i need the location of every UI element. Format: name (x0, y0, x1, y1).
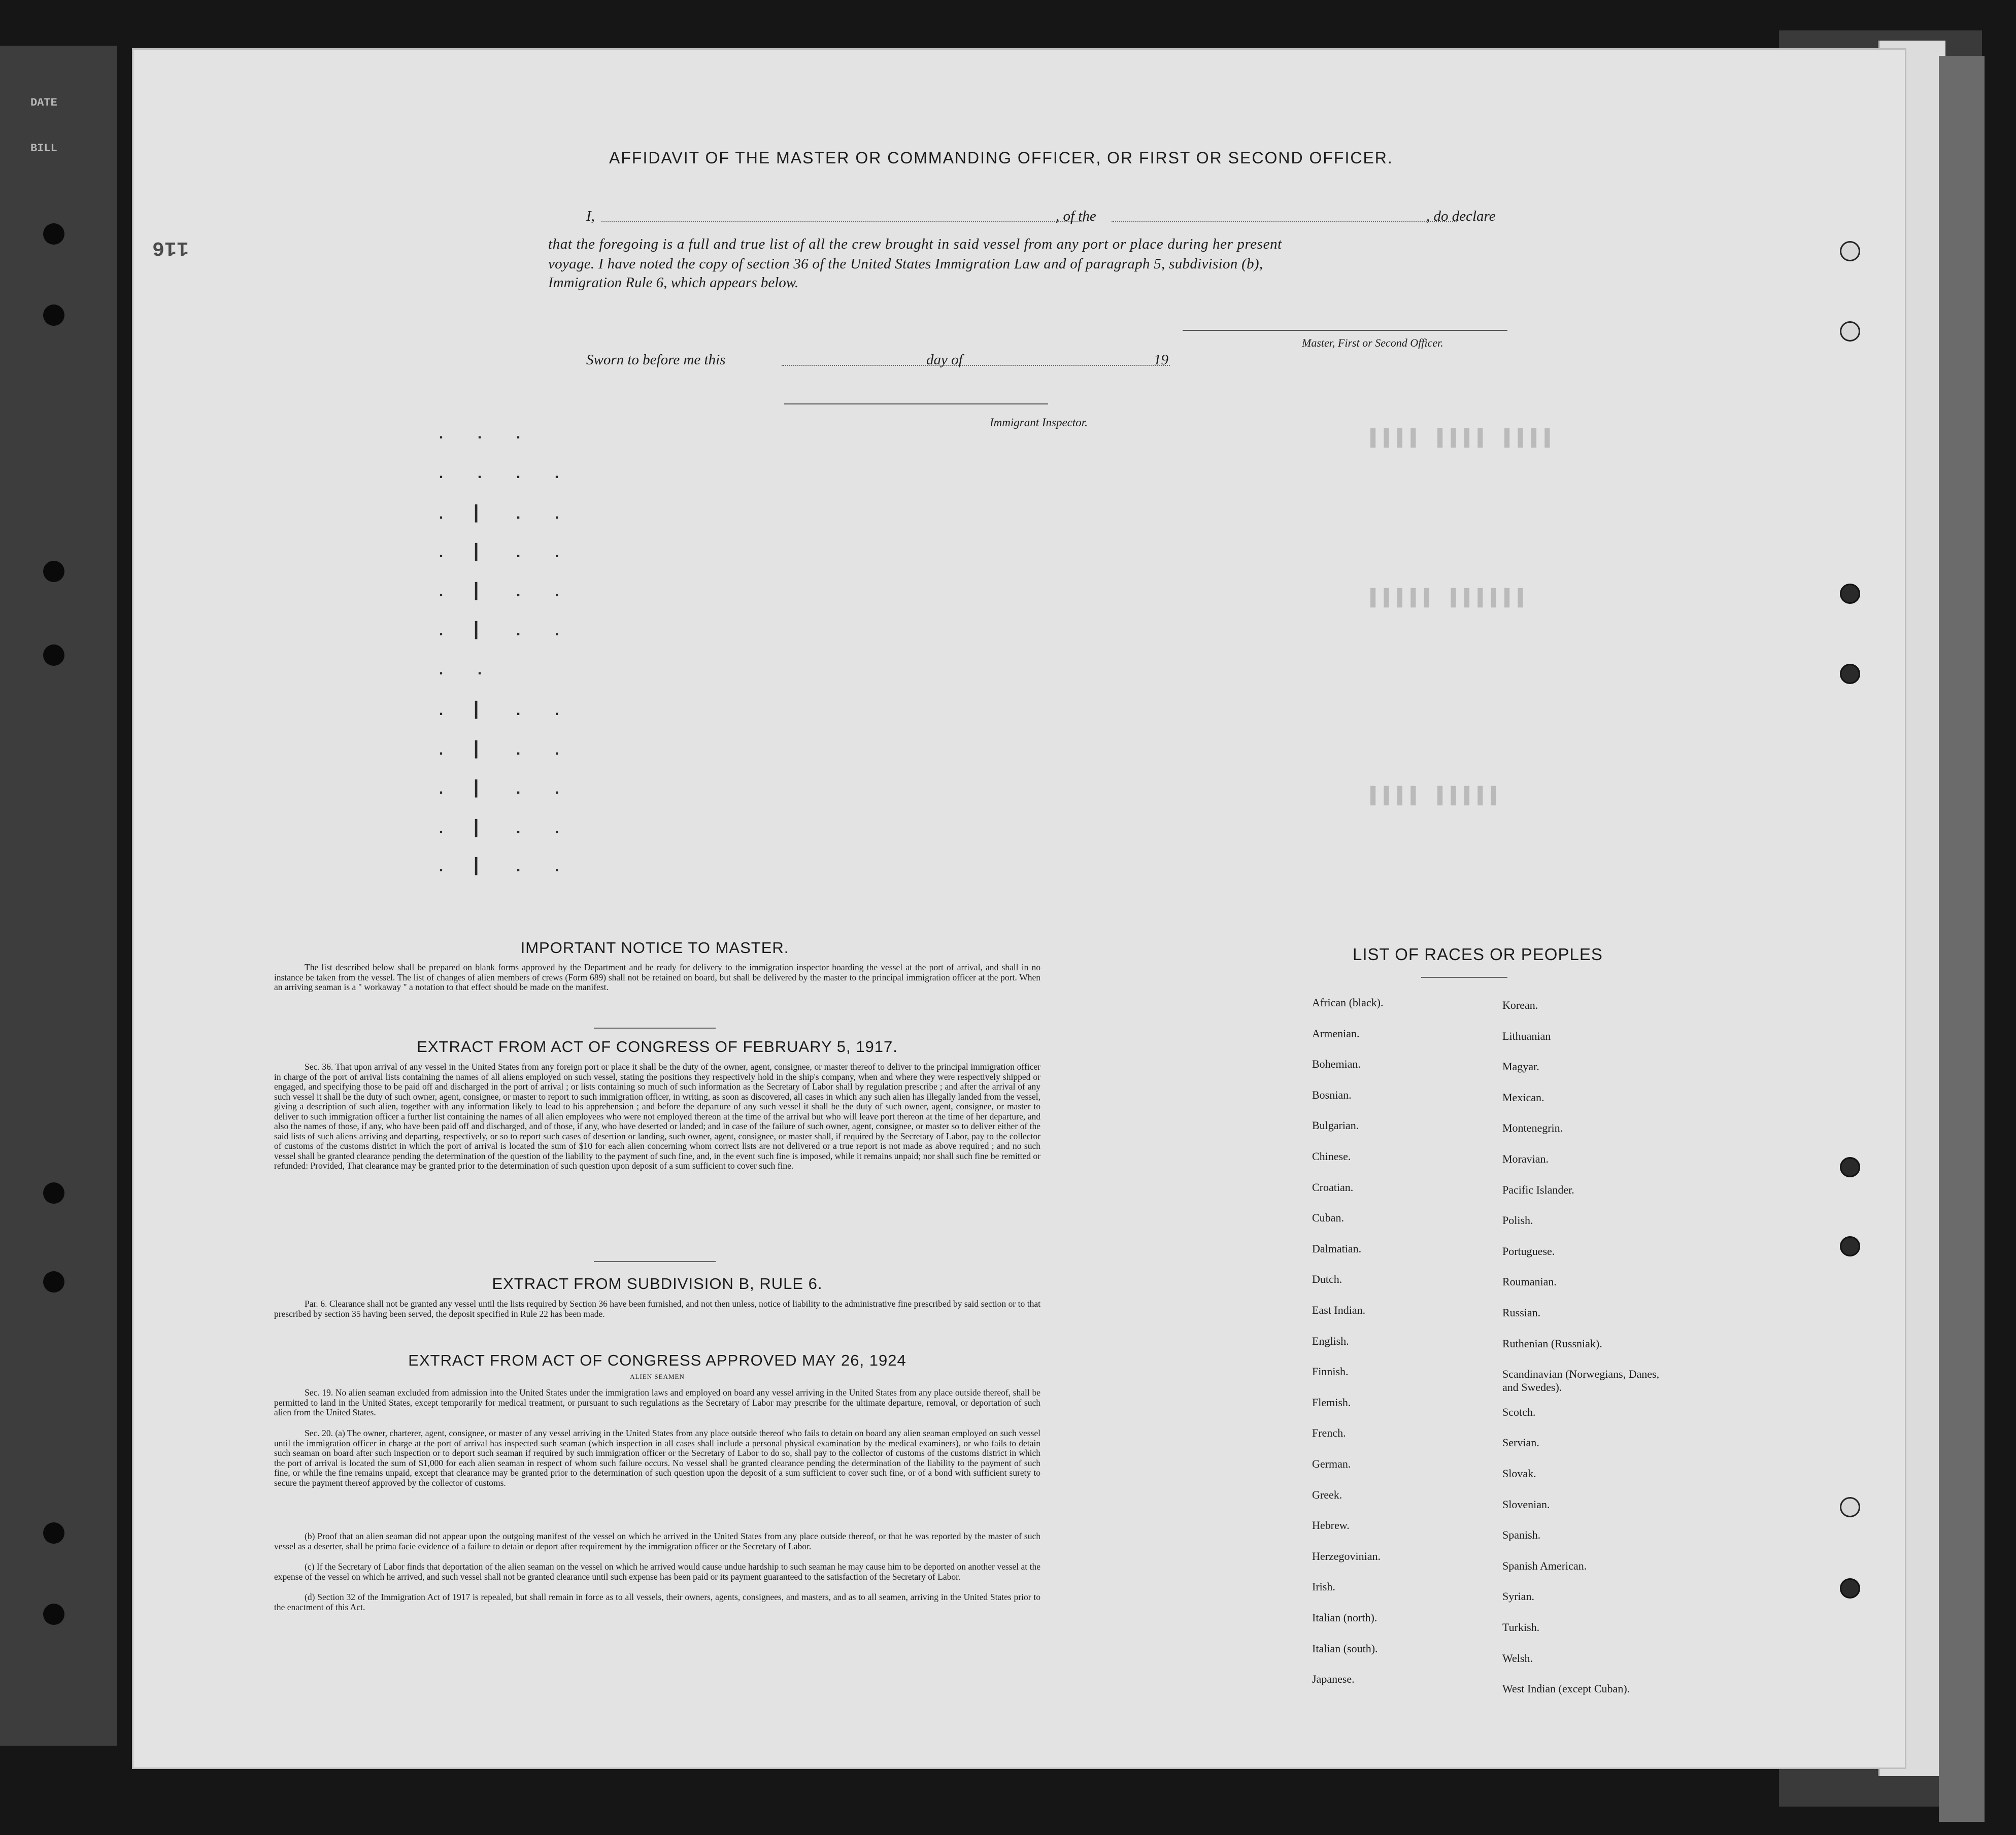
punch-hole (1840, 664, 1860, 684)
punch-hole (1840, 1236, 1860, 1256)
punch-hole (1840, 1497, 1860, 1517)
strip-mark: BILL (30, 142, 57, 155)
dot-row: . ▎ . . (436, 859, 572, 876)
dot-row: . ▎ . . (436, 623, 572, 640)
document-page (132, 48, 1906, 1769)
extract-1924-sec20b: (b) Proof that an alien seaman did not appear upon the outgoing manifest of the vessel on which he arrived in the United States from any place outside thereof, or that he was reported by the master of such vessel as a deserter, shall be prima facie evidence of a failure to detain or deport after requirement by the immigration officer or the Secretary of Labor. (274, 1531, 1040, 1551)
punch-hole (1840, 584, 1860, 604)
race-item: Roumanian. (1502, 1275, 1557, 1288)
punch-hole (1840, 321, 1860, 342)
race-item: Servian. (1502, 1436, 1539, 1449)
dot-row: . ▎ . . (436, 703, 572, 720)
binder-hole (43, 1271, 64, 1293)
left-page-strip (0, 46, 117, 1746)
punch-hole (1840, 1157, 1860, 1177)
race-item: Bosnian. (1312, 1088, 1352, 1101)
vessel-blank (1112, 221, 1457, 222)
race-item: Bulgarian. (1312, 1119, 1359, 1132)
race-item: Ruthenian (Russniak). (1502, 1337, 1602, 1350)
race-item: Hebrew. (1312, 1519, 1350, 1532)
sworn-line (586, 352, 1195, 368)
extract-1924-title: EXTRACT FROM ACT OF CONGRESS APPROVED MAY 26, 1924 (408, 1351, 906, 1369)
affidavit-line-3: voyage. I have noted the copy of section 36 of the United States Immigration Law and of paragraph 5, subdivision (b), (548, 256, 1263, 272)
race-item: Spanish. (1502, 1528, 1541, 1542)
race-item: Moravian. (1502, 1152, 1549, 1165)
extract-1924-subtitle: ALIEN SEAMEN (630, 1373, 685, 1380)
race-item: Dalmatian. (1312, 1242, 1362, 1255)
race-item: Scandinavian (Norwegians, Danes, and Swedes). (1502, 1368, 1660, 1394)
punch-hole (1840, 241, 1860, 261)
race-item: Flemish. (1312, 1396, 1351, 1409)
race-item: Cuban. (1312, 1211, 1344, 1225)
race-item: German. (1312, 1457, 1351, 1470)
binder-hole (43, 223, 64, 245)
extract-1924-sec20c: (c) If the Secretary of Labor finds that deportation of the alien seaman on the vessel on which he arrived would cause undue hardship to such seaman he may cause him to be deported on another vessel at the expense of the vessel on which he arrived, and such vessel shall not be granted clearance until such expense has been paid or its payment guaranteed to the satisfaction of the Secretary of Labor. (274, 1561, 1040, 1582)
master-signature-label: Master, First or Second Officer. (1302, 336, 1443, 349)
dot-row: . . . . (436, 466, 572, 483)
race-item: Mexican. (1502, 1091, 1544, 1104)
dot-row: . ▎ . . (436, 545, 572, 562)
inspector-signature-label: Immigrant Inspector. (990, 416, 1088, 429)
race-item: East Indian. (1312, 1304, 1366, 1316)
race-item: Turkish. (1502, 1621, 1540, 1634)
race-item: Slovenian. (1502, 1498, 1550, 1511)
affidavit-of-the: , of the (1056, 208, 1096, 224)
race-item: Japanese. (1312, 1673, 1355, 1686)
margin-number: 116 (152, 236, 189, 259)
race-item: Herzegovinian. (1312, 1549, 1381, 1562)
race-item: Italian (south). (1312, 1642, 1378, 1655)
extract-1917-text: Sec. 36. That upon arrival of any vessel in the United States from any foreign port or place it shall be the duty of the owner, agent, consignee, or master thereof to deliver to the principal immigration officer in charge of the port of arrival lists containing the names of all aliens employed on such vessel, stating the positions they respectively hold in the ship's company, when and where they were respectively shipped or engaged, and specifying those to be paid off and discharged in the port of arrival ; or lists containing so much of such information as the Secretary of Labor shall by regulation prescribe ; and after the arrival of any such vessel it shall be the duty of such owner, agent, consignee, or master to report to such immigration officer, in writing, as soon as discovered, all cases in which any such alien has illegally landed from the vessel, giving a description of such alien, together with any information likely to lead to his apprehension ; and before the departure of any such vessel it shall be the duty of such owner, agent, consignee, or master to deliver to such immigration officer a further list containing the names of all alien employees who were not employed thereon at the time of the arrival but who will leave port thereon at the time of her departure, and also the names of those, if any, who have been paid off and discharged, and of those, if any, who have deserted or landed; and in case of the failure of such owner, agent, consignee, or master so to deliver either of the said lists of such aliens arriving and departing, respectively, or so to report such cases of desertion or landing, such owner, agent, consignee, or master shall, if required by the Secretary of Labor, pay to the collector of customs of the customs district in which the port of arrival is located the sum of $10 for each alien concerning whom correct lists are not delivered or a true report is not made as above required ; and no such vessel shall be granted clearance pending the determination of the question of the liability to the payment of such fine, and, in the event such fine is imposed, while it remains unpaid; nor shall such fine be remitted or refunded: Provided, That clearance may be granted prior to the determination of such question upon deposit of a sum sufficient to cover such fine. (274, 1062, 1040, 1171)
race-item: Scotch. (1502, 1405, 1536, 1418)
inspector-signature-line (784, 403, 1048, 404)
race-item: Armenian. (1312, 1027, 1360, 1040)
separator (594, 1261, 716, 1262)
separator (1421, 977, 1507, 978)
affidavit-title: AFFIDAVIT OF THE MASTER OR COMMANDING OFFICER, OR FIRST OR SECOND OFFICER. (609, 149, 1393, 167)
race-item: English. (1312, 1334, 1349, 1347)
race-item: Montenegrin. (1502, 1122, 1563, 1135)
dot-row: . ▎ . . (436, 584, 572, 601)
race-item: Pacific Islander. (1502, 1183, 1574, 1196)
notice-title: IMPORTANT NOTICE TO MASTER. (520, 939, 789, 957)
binder-hole (43, 1604, 64, 1625)
dot-row: . . . (436, 426, 533, 444)
bleed-through-text: ▌▌▌▌▌ ▌▌▌▌▌▌ (1370, 589, 1531, 608)
race-item: Magyar. (1502, 1060, 1539, 1073)
race-item: Croatian. (1312, 1180, 1354, 1194)
race-item: West Indian (except Cuban). (1502, 1682, 1630, 1695)
race-item: Lithuanian (1502, 1029, 1551, 1042)
affidavit-line-4: Immigration Rule 6, which appears below. (548, 275, 799, 291)
binder-hole (43, 561, 64, 582)
month-blank (982, 365, 1170, 366)
race-item: Welsh. (1502, 1651, 1533, 1664)
dot-row: . ▎ . . (436, 742, 572, 760)
notice-text: The list described below shall be prepared on blank forms approved by the Department and be ready for delivery to the immigration inspector boarding the vessel at the port of arrival, and shall in no instance be taken from the vessel. The list of changes of alien members of crews (Form 689) shall not be retained on board, but shall be delivered by the master to the principal immigration officer at the port. When an arriving seaman is a " workaway " a notation to that effect should be made on the manifest. (274, 962, 1040, 992)
extract-1924-sec19: Sec. 19. No alien seaman excluded from admission into the United States under the immigration laws and employed on board any vessel arriving in the United States from any place outside thereof, shall be permitted to land in the United States, except temporarily for medical treatment, or pursuant to such regulations as the Secretary of Labor may prescribe for the ultimate departure, removal, or deportation of such alien from the United States. (274, 1387, 1040, 1417)
dot-row: . . (436, 662, 495, 679)
race-item: Irish. (1312, 1580, 1335, 1593)
binder-hole (43, 1522, 64, 1544)
race-item: Greek. (1312, 1488, 1342, 1501)
binder-hole (43, 1182, 64, 1204)
race-item: Bohemian. (1312, 1058, 1361, 1071)
dot-row: . ▎ . . (436, 781, 572, 799)
race-item: Chinese. (1312, 1150, 1351, 1163)
extract-rule6-title: EXTRACT FROM SUBDIVISION B, RULE 6. (492, 1275, 823, 1293)
sworn-label: Sworn to before me this (586, 352, 726, 368)
race-item: Polish. (1502, 1214, 1533, 1227)
races-title: LIST OF RACES OR PEOPLES (1353, 945, 1603, 964)
extract-1917-title: EXTRACT FROM ACT OF CONGRESS OF FEBRUARY 5, 1917. (417, 1038, 898, 1056)
race-item: Syrian. (1502, 1590, 1534, 1603)
year-label: 19 (1154, 352, 1168, 368)
name-blank (601, 221, 1084, 222)
extract-rule6-text: Par. 6. Clearance shall not be granted any vessel until the lists required by Section 36 have been furnished, and not then unless, notice of liability to the administrative fine prescribed by said section or to that prescribed by section 35 having been served, the deposit specified in Rule 22 has been made. (274, 1299, 1040, 1319)
race-item: Spanish American. (1502, 1559, 1587, 1572)
punch-hole (1840, 1578, 1860, 1599)
master-signature-line (1183, 330, 1507, 331)
separator (594, 1028, 716, 1029)
affidavit-declare: , do declare (1426, 208, 1496, 224)
affidavit-line-2: that the foregoing is a full and true list of all the crew brought in said vessel from any port or place during her present (548, 236, 1282, 252)
day-of-label: day of (926, 352, 963, 368)
race-item: French. (1312, 1426, 1346, 1440)
race-item: Dutch. (1312, 1273, 1342, 1286)
dot-row: . ▎ . . (436, 506, 572, 524)
extract-1924-sec20a: Sec. 20. (a) The owner, charterer, agent, consignee, or master of any vessel arriving in the United States from any place outside thereof who fails to detain on board any alien seaman employed on such vessel until the immigration officer in charge at the port of arrival has inspected such seaman (which inspection in all cases shall include a personal physical examination by the medical examiners), or who fails to detain such seaman on board after such inspection or to deport such seaman if required by such immigration officer or the Secretary of Labor to do so, shall pay to the collector of customs of the customs district in which the port of arrival is located the sum of $1,000 for each alien seaman in respect of whom such failure occurs. No vessel shall be granted clearance pending the determination of the liability to the payment of such fine, or while the fine remains unpaid, except that clearance may be granted prior to the determination of such question upon the deposit of a sum sufficient to cover such fine, or of a bond with sufficient surety to secure the payment thereof approved by the collector of customs. (274, 1428, 1040, 1488)
dot-row: . ▎ . . (436, 821, 572, 838)
race-item: Finnish. (1312, 1365, 1349, 1378)
affidavit-i: I, (586, 208, 595, 224)
strip-mark: DATE (30, 96, 57, 109)
race-item: Slovak. (1502, 1467, 1536, 1480)
extract-1924-sec20d: (d) Section 32 of the Immigration Act of 1917 is repealed, but shall remain in force as to all vessels, their owners, agents, consignees, and masters, and as to all seamen, arriving in the United States prior to the enactment of this Act. (274, 1592, 1040, 1612)
race-item: Portuguese. (1502, 1244, 1555, 1258)
back-sheet-edge (1939, 56, 1985, 1822)
bleed-through-text: ▌▌▌▌ ▌▌▌▌ ▌▌▌▌ (1370, 429, 1558, 448)
race-item: Italian (north). (1312, 1611, 1377, 1624)
binder-hole (43, 304, 64, 326)
bleed-through-text: ▌▌▌▌ ▌▌▌▌▌ (1370, 787, 1505, 806)
binder-hole (43, 644, 64, 666)
race-item: African (black). (1312, 996, 1384, 1009)
race-item: Korean. (1502, 999, 1538, 1011)
race-item: Russian. (1502, 1306, 1541, 1319)
